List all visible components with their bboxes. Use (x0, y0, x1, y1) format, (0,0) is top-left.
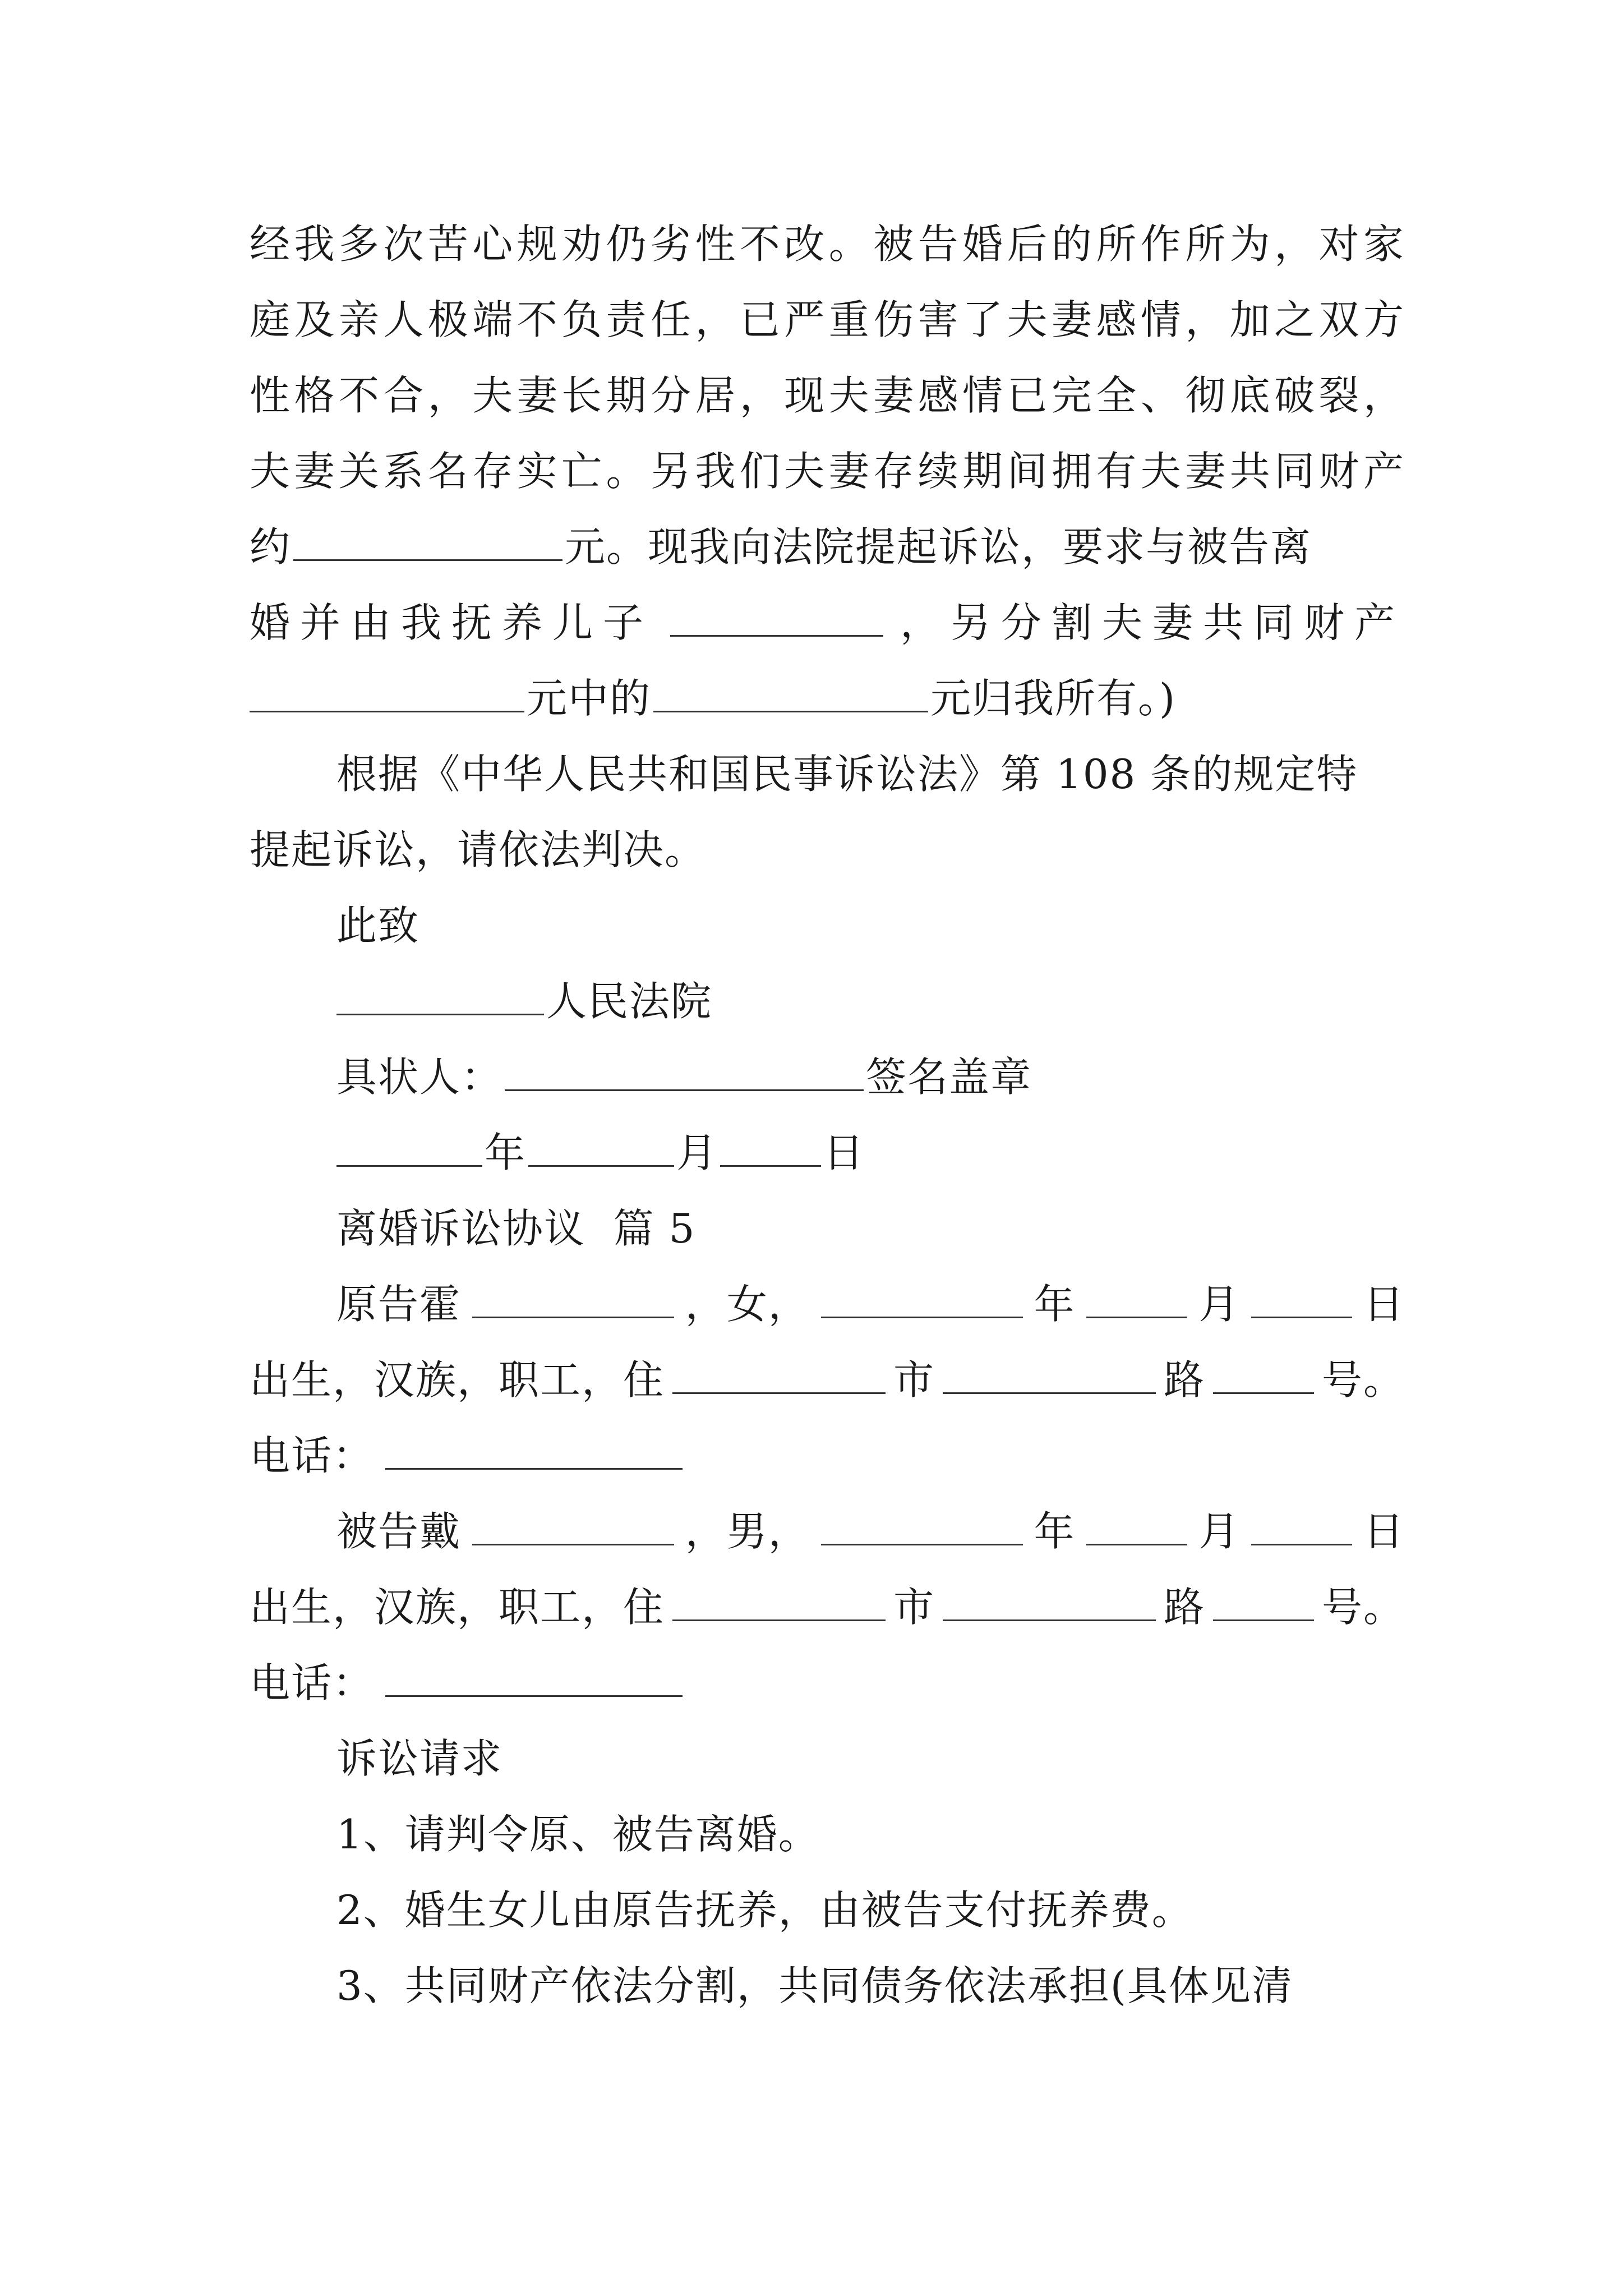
claims-heading-text: 诉讼请求 (336, 1735, 503, 1782)
body-line-4 (250, 443, 1405, 499)
plaintiff-phone-label: 电话： (250, 1432, 375, 1479)
year-label: 年 (485, 1129, 527, 1176)
date-line (336, 1125, 1405, 1181)
defendant-address-blank[interactable] (672, 1582, 886, 1621)
plaintiff-road-blank[interactable] (943, 1355, 1156, 1394)
claim-text: 3、共同财产依法分割，共同债务依法承担(具体见清 (336, 1962, 1293, 2009)
total-property-blank[interactable] (250, 674, 524, 712)
plaintiff-road-label: 路 (1163, 1356, 1205, 1404)
claim-text: 1、请判令原、被告离婚。 (336, 1811, 820, 1858)
property-prefix: 约 (250, 523, 292, 570)
court-name-blank[interactable] (336, 977, 544, 1015)
claim-item-2 (336, 1882, 1405, 1938)
defendant-city-label: 市 (893, 1584, 935, 1631)
legal-basis-line-1 (336, 746, 1405, 802)
signer-blank[interactable] (505, 1052, 864, 1091)
plaintiff-day-label: 日 (1363, 1281, 1405, 1328)
defendant-road-label: 路 (1163, 1584, 1205, 1631)
defendant-birth-year-blank[interactable] (821, 1507, 1023, 1545)
plaintiff-phone-line (250, 1428, 1405, 1484)
property-amount-blank[interactable] (293, 522, 562, 561)
property-line (250, 519, 1405, 575)
salutation-text: 此致 (336, 902, 420, 949)
claims-heading (336, 1731, 1405, 1787)
defendant-line-1 (336, 1503, 1405, 1559)
custody-line (250, 595, 1405, 651)
plaintiff-address-blank[interactable] (672, 1355, 886, 1394)
plaintiff-number-label: 号。 (1321, 1356, 1405, 1404)
defendant-year-label: 年 (1034, 1508, 1076, 1555)
court-suffix: 人民法院 (546, 978, 713, 1025)
claim-item-3 (336, 1958, 1405, 2014)
custody-prefix: 婚并由我抚养儿子 (250, 599, 654, 646)
defendant-phone-label: 电话： (250, 1659, 375, 1706)
division-suffix: 元归我所有。) (930, 675, 1177, 722)
plaintiff-born: 出生，汉族，职工，住 (250, 1356, 665, 1404)
defendant-line-2 (250, 1579, 1405, 1635)
legal-basis-text: 根据《中华人民共和国民事诉讼法》第 108 条的规定特 (336, 751, 1358, 798)
custody-suffix: ，另分割夫妻共同财产 (900, 599, 1405, 646)
day-blank[interactable] (720, 1128, 821, 1167)
court-line (336, 973, 1405, 1029)
plaintiff-number-blank[interactable] (1213, 1355, 1314, 1394)
body-text: 经我多次苦心规劝仍劣性不改。被告婚后的所作所为，对家 (250, 220, 1405, 268)
body-line-2 (250, 292, 1405, 348)
defendant-month-label: 月 (1198, 1508, 1241, 1555)
body-text: 庭及亲人极端不负责任，已严重伤害了夫妻感情，加之双方 (250, 296, 1405, 343)
plaintiff-line-2 (250, 1352, 1405, 1408)
signer-line (336, 1049, 1405, 1105)
plaintiff-birth-month-blank[interactable] (1086, 1280, 1187, 1318)
defendant-number-label: 号。 (1321, 1584, 1405, 1631)
signature-suffix: 签名盖章 (866, 1053, 1032, 1101)
plaintiff-label: 原告霍 (336, 1281, 462, 1328)
division-middle: 元中的 (527, 675, 652, 722)
defendant-birth-month-blank[interactable] (1086, 1507, 1187, 1545)
plaintiff-month-label: 月 (1198, 1281, 1241, 1328)
defendant-road-blank[interactable] (943, 1582, 1156, 1621)
claim-text: 2、婚生女儿由原告抚养，由被告支付抚养费。 (336, 1887, 1193, 1934)
body-line-1 (250, 216, 1405, 272)
plaintiff-city-label: 市 (893, 1356, 935, 1404)
plaintiff-line-1 (336, 1276, 1405, 1332)
body-text: 性格不合，夫妻长期分居，现夫妻感情已完全、彻底破裂， (250, 372, 1405, 419)
legal-basis-text: 提起诉讼，请依法判决。 (250, 826, 707, 873)
plaintiff-birth-day-blank[interactable] (1251, 1280, 1352, 1318)
year-blank[interactable] (336, 1128, 482, 1167)
division-line (250, 670, 1405, 726)
plaintiff-gender: ，女， (685, 1281, 810, 1328)
plaintiff-year-label: 年 (1034, 1281, 1076, 1328)
body-text: 夫妻关系名存实亡。另我们夫妻存续期间拥有夫妻共同财产 (250, 448, 1405, 495)
property-suffix: 元。现我向法院提起诉讼，要求与被告离 (565, 523, 1312, 570)
defendant-label: 被告戴 (336, 1508, 462, 1555)
defendant-gender: ，男， (685, 1508, 810, 1555)
share-amount-blank[interactable] (653, 674, 928, 712)
section-heading (336, 1200, 1405, 1257)
legal-basis-line-2 (250, 822, 1405, 878)
defendant-born: 出生，汉族，职工，住 (250, 1584, 665, 1631)
defendant-phone-blank[interactable] (385, 1658, 683, 1697)
month-blank[interactable] (528, 1128, 674, 1167)
defendant-name-blank[interactable] (472, 1507, 674, 1545)
son-name-blank[interactable] (670, 598, 883, 637)
plaintiff-birth-year-blank[interactable] (821, 1280, 1023, 1318)
defendant-day-label: 日 (1363, 1508, 1405, 1555)
defendant-birth-day-blank[interactable] (1251, 1507, 1352, 1545)
claim-item-1 (336, 1806, 1405, 1862)
defendant-number-blank[interactable] (1213, 1582, 1314, 1621)
salutation (336, 898, 1405, 954)
plaintiff-name-blank[interactable] (472, 1280, 674, 1318)
month-label: 月 (676, 1129, 718, 1176)
day-label: 日 (823, 1129, 865, 1176)
body-line-3 (250, 367, 1405, 424)
plaintiff-phone-blank[interactable] (385, 1431, 683, 1470)
signer-label: 具状人： (336, 1053, 503, 1101)
defendant-phone-line (250, 1655, 1405, 1711)
section-heading-text: 离婚诉讼协议 篇 5 (336, 1205, 696, 1252)
